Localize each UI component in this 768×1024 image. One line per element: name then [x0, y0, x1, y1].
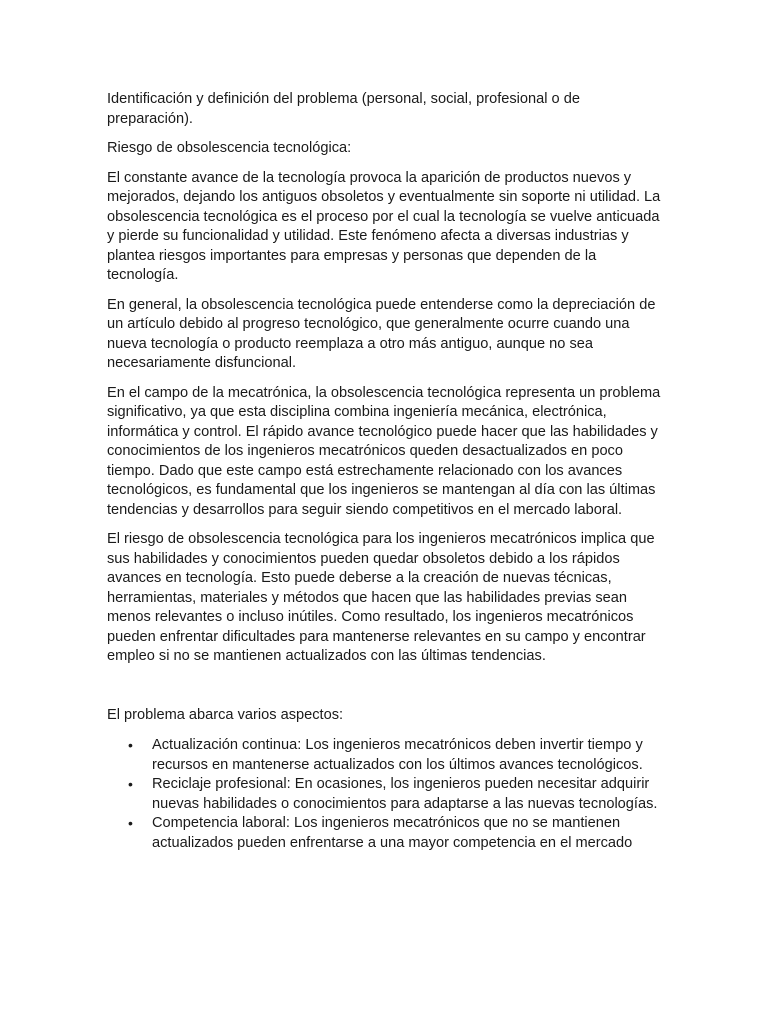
list-intro: El problema abarca varios aspectos: [107, 706, 344, 723]
list-item [107, 814, 667, 853]
list-item-text: Actualización continua: Los ingenieros mecatrónicos deben invertir tiempo y recursos en mantenerse actualizados con los últimos avances tecnológicos. [152, 737, 643, 773]
document-heading: Identificación y definición del problema (personal, social, profesional o de preparación). [107, 91, 580, 127]
paragraph-risk: El riesgo de obsolescencia tecnológica para los ingenieros mecatrónicos implica que sus habilidades y conocimientos pueden quedar obsoletos debido a los rápidos avances en tecnología. Esto puede deberse a la creación de nuevas técnicas, herramientas, materiales y métodos que hacen que las habilidades previas sean menos relevantes o incluso inútiles. Como resultado, los ingenieros mecatrónicos pueden enfrentar dificultades para mantenerse relevantes en su campo y encontrar empleo si no se mantienen actualizados con las últimas tendencias. [107, 531, 655, 664]
paragraph-intro: El constante avance de la tecnología provoca la aparición de productos nuevos y mejorados, dejando los antiguos obsoletos y eventualmente sin soporte ni utilidad. La obsolescencia tecnológica es el proceso por el cual la tecnología se vuelve anticuada y pierde su funcionalidad y utilidad. Este fenómeno afecta a diversas industrias y plantea riesgos importantes para empresas y personas que dependen de la tecnología. [107, 169, 661, 283]
aspects-list [107, 736, 667, 853]
bullet-icon: • [128, 815, 133, 831]
document-subheading: Riesgo de obsolescencia tecnológica: [107, 140, 352, 156]
paragraph-definition: En general, la obsolescencia tecnológica puede entenderse como la depreciación de un artículo debido al progreso tecnológico, que generalmente ocurre cuando una nueva tecnología o producto reemplaza a otro más antiguo, aunque no sea necesariamente disfuncional. [107, 296, 656, 371]
bullet-icon: • [128, 776, 133, 792]
bullet-icon: • [128, 737, 133, 753]
list-item [107, 775, 667, 814]
document-page [107, 90, 667, 853]
list-item [107, 736, 667, 775]
list-item-text: Competencia laboral: Los ingenieros mecatrónicos que no se mantienen actualizados pueden enfrentarse a una mayor competencia en el mercado [152, 815, 633, 851]
paragraph-mechatronics: En el campo de la mecatrónica, la obsolescencia tecnológica representa un problema significativo, ya que esta disciplina combina ingeniería mecánica, electrónica, informática y control. El rápido avance tecnológico puede hacer que las habilidades y conocimientos de los ingenieros mecatrónicos queden desactualizados en poco tiempo. Dado que este campo está estrechamente relacionado con los avances tecnológicos, es fundamental que los ingenieros se mantengan al día con las últimas tendencias y desarrollos para seguir siendo competitivos en el mercado laboral. [107, 384, 661, 518]
list-item-text: Reciclaje profesional: En ocasiones, los ingenieros pueden necesitar adquirir nuevas habilidades o conocimientos para adaptarse a las nuevas tecnologías. [152, 776, 658, 812]
